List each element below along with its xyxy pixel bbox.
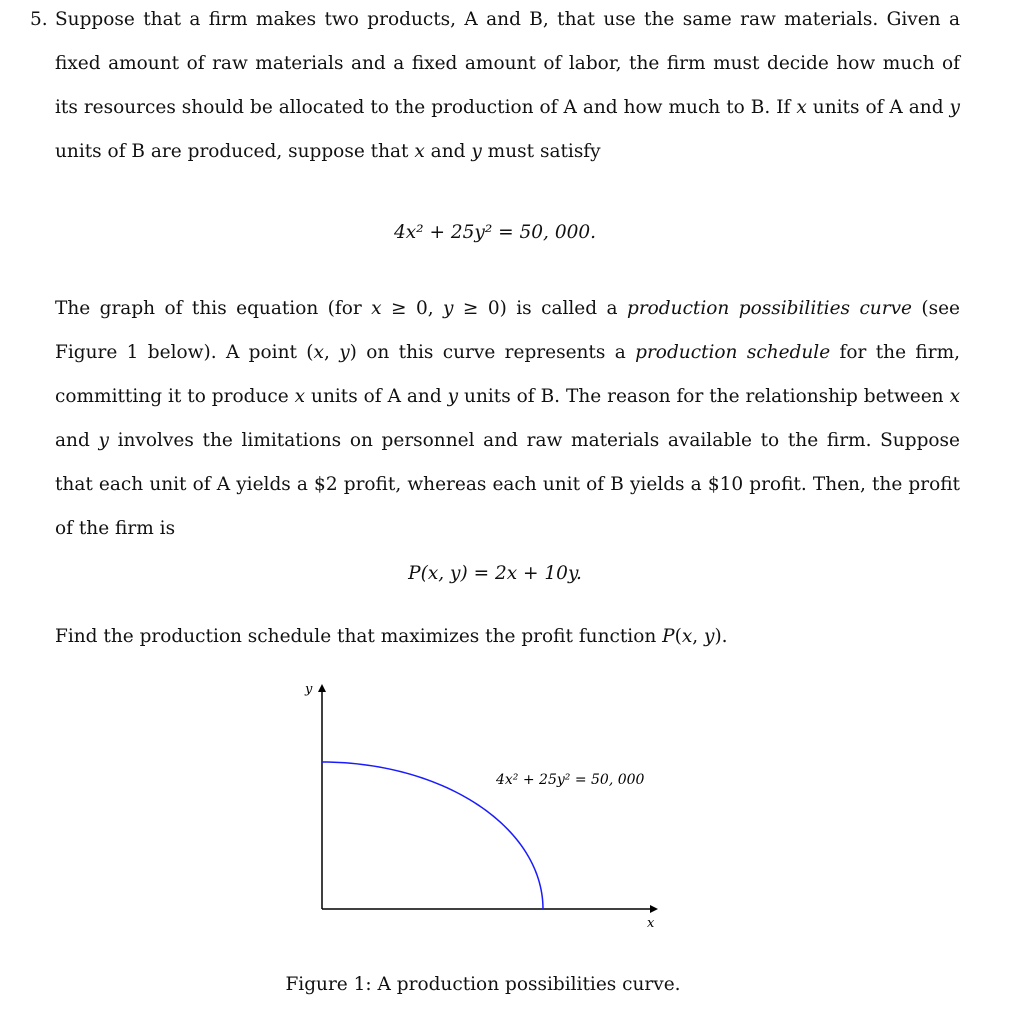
text-run: and xyxy=(424,141,472,162)
text-run: ( xyxy=(674,626,682,647)
text-run: ) on this curve represents a xyxy=(349,342,636,363)
math-variable: y xyxy=(704,626,715,647)
intro-text xyxy=(30,0,960,174)
text-run: must satisfy xyxy=(481,141,601,162)
production-possibilities-curve xyxy=(322,762,543,909)
text-run: units of A and xyxy=(806,97,950,118)
math-variable: y xyxy=(447,386,459,407)
constraint-equation xyxy=(30,211,960,255)
curve-equation-label: 4x² + 25y² = 50, 000 xyxy=(496,772,645,788)
math-variable: x xyxy=(294,386,306,407)
problem-number: 5. xyxy=(30,9,48,30)
math-variable: x xyxy=(371,298,382,319)
math-variable: x xyxy=(681,626,693,647)
math-variable: x xyxy=(949,386,960,407)
y-axis-arrowhead xyxy=(318,684,326,692)
text-run: , xyxy=(323,342,340,363)
y-axis-label: y xyxy=(305,682,313,697)
text-run: for the firm, committing it to produce xyxy=(55,342,961,407)
math-variable: x xyxy=(313,342,324,363)
text-run: (see Figure 1 below). A point ( xyxy=(55,298,961,363)
text-run: units of B are produced, suppose that xyxy=(55,141,415,162)
math-variable: y xyxy=(471,141,482,162)
text-run: and xyxy=(55,430,99,451)
problem-intro-paragraph xyxy=(30,0,960,174)
math-variable: y xyxy=(949,97,960,118)
profit-equation xyxy=(30,552,960,596)
curve-explanation-paragraph xyxy=(55,287,960,551)
emphasized-term: production schedule xyxy=(635,342,831,363)
question-paragraph xyxy=(55,615,960,659)
x-axis-arrowhead xyxy=(650,905,658,913)
text-run: , xyxy=(692,626,705,647)
x-axis-label: x xyxy=(647,916,655,931)
text-run: involves the limitations on personnel and raw materials available to the firm. Suppose that each unit of A yields a $2 profit, whereas each unit of B yields a $10 profit. Then, the profit of the firm is xyxy=(55,430,960,539)
text-run: ). xyxy=(714,626,728,647)
text-run: Suppose that a firm makes two products, A and B, that use the same raw materials. Given a fixed amount of raw materials and a fixed amount of labor, the firm must decide how much of its resources should be allocated to the production of A and how much to B. If xyxy=(55,9,960,118)
constraint-equation-text: 4x² + 25y² = 50, 000. xyxy=(393,222,597,243)
figure-caption: Figure 1: A production possibilities curve. xyxy=(285,974,681,995)
profit-equation-text: P(x, y) = 2x + 10y. xyxy=(408,563,582,584)
emphasized-term: production possibilities curve xyxy=(626,298,912,319)
text-run: units of B. The reason for the relationship between xyxy=(458,386,950,407)
math-variable: y xyxy=(339,342,350,363)
text-run: The graph of this equation (for xyxy=(55,298,372,319)
math-variable: P xyxy=(662,626,675,647)
text-run: ≥ 0, xyxy=(381,298,444,319)
text-run: Find the production schedule that maximizes the profit function xyxy=(55,626,663,647)
math-variable: y xyxy=(98,430,109,451)
math-variable: x xyxy=(414,141,425,162)
text-run: units of A and xyxy=(305,386,448,407)
math-variable: y xyxy=(443,298,454,319)
text-run: ≥ 0) is called a xyxy=(453,298,627,319)
math-variable: x xyxy=(796,97,807,118)
